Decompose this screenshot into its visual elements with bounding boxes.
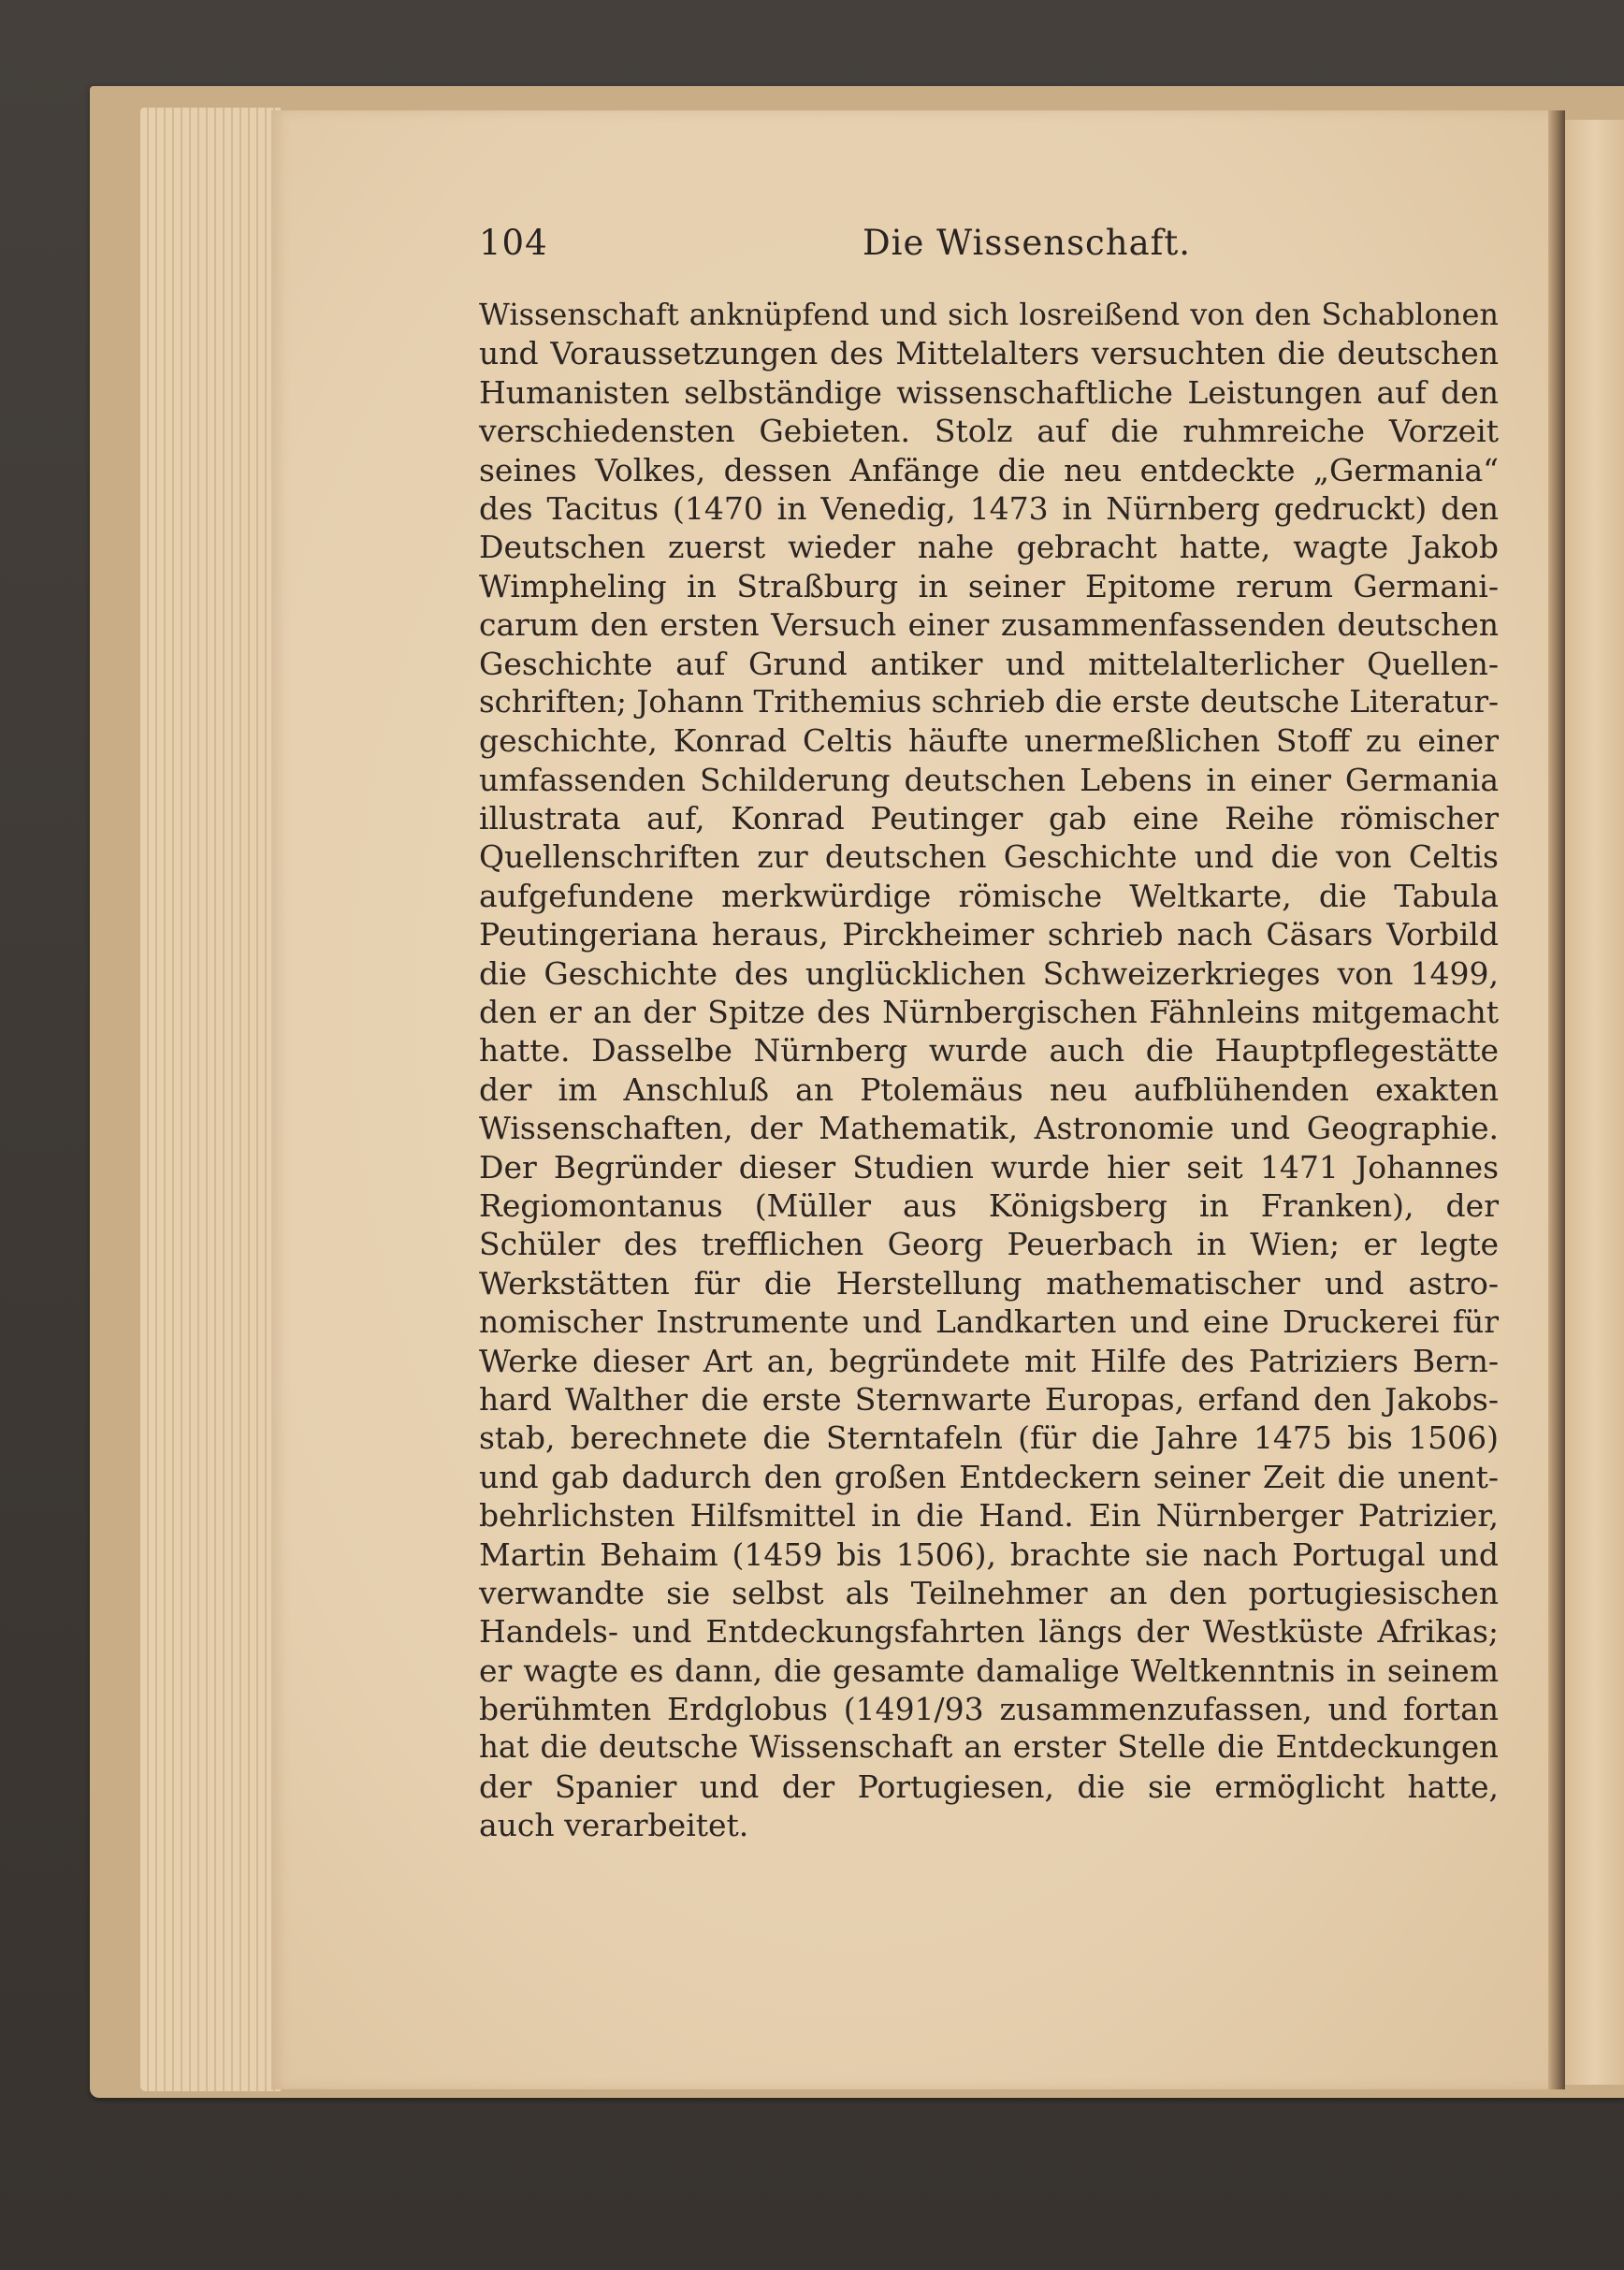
page-edges (140, 108, 281, 2091)
page-header (479, 223, 1494, 279)
text-line: er wagte es dann, die gesamte damalige Weltkenntnis in seinem (479, 1652, 1499, 1689)
text-line: hat die deutsche Wissenschaft an erster Stelle die Entdeckungen (479, 1729, 1499, 1766)
text-line: Geschichte auf Grund antiker und mittelalterlicher Quellen- (479, 645, 1499, 682)
page-number: 104 (479, 223, 548, 263)
text-line: Wimpheling in Straßburg in seiner Epitome rerum Germani- (479, 567, 1499, 604)
running-head: Die Wissenschaft. (863, 223, 1191, 263)
text-line: berühmten Erdglobus (1491/93 zusammenzufassen, und fortan (479, 1691, 1499, 1728)
text-line: seines Volkes, dessen Anfänge die neu entdeckte „Germania“ (479, 451, 1499, 488)
text-line: verschiedensten Gebieten. Stolz auf die ruhmreiche Vorzeit (479, 413, 1499, 450)
facing-page-edge (1565, 120, 1624, 2085)
text-line: hatte. Dasselbe Nürnberg wurde auch die Hauptpflegestätte (479, 1032, 1499, 1070)
text-line: Wissenschaft anknüpfend und sich losreißend von den Schablonen (479, 297, 1499, 332)
text-line: auch verarbeitet. (479, 1807, 749, 1844)
text-line: der im Anschluß an Ptolemäus neu aufblühenden exakten (479, 1070, 1499, 1108)
body-text (479, 296, 1499, 1845)
text-line: Schüler des trefflichen Georg Peuerbach in Wien; er legte (479, 1226, 1499, 1263)
text-line: die Geschichte des unglücklichen Schweizerkrieges von 1499, (479, 954, 1499, 992)
text-line: und gab dadurch den großen Entdeckern seiner Zeit die unent- (479, 1458, 1499, 1495)
text-line: umfassenden Schilderung deutschen Lebens in einer Germania (479, 761, 1499, 798)
text-line: nomischer Instrumente und Landkarten und eine Druckerei für (479, 1303, 1499, 1341)
text-line: Wissenschaften, der Mathematik, Astronomie und Geographie. (479, 1110, 1499, 1147)
text-line: Regiomontanus (Müller aus Königsberg in Franken), der (479, 1186, 1499, 1224)
text-line: Martin Behaim (1459 bis 1506), brachte sie nach Portugal und (479, 1535, 1499, 1573)
text-line: stab, berechnete die Sterntafeln (für die Jahre 1475 bis 1506) (479, 1419, 1499, 1457)
book-gutter (1548, 110, 1565, 2089)
text-line: geschichte, Konrad Celtis häufte unermeßlichen Stoff zu einer (479, 722, 1499, 760)
text-line: aufgefundene merkwürdige römische Weltkarte, die Tabula (479, 877, 1499, 914)
text-line: Deutschen zuerst wieder nahe gebracht hatte, wagte Jakob (479, 529, 1499, 566)
text-line: verwandte sie selbst als Teilnehmer an den portugiesischen (479, 1574, 1499, 1611)
text-line: Quellenschriften zur deutschen Geschichte und die von Celtis (479, 838, 1499, 876)
text-line: und Voraussetzungen des Mittelalters versuchten die deutschen (479, 335, 1499, 372)
text-line: hard Walther die erste Sternwarte Europas, erfand den Jakobs- (479, 1380, 1499, 1418)
text-line: Handels- und Entdeckungsfahrten längs der Westküste Afrikas; (479, 1613, 1499, 1651)
text-line: behrlichsten Hilfsmittel in die Hand. Ein Nürnberger Patrizier, (479, 1497, 1499, 1535)
text-line: Peutingeriana heraus, Pirckheimer schrieb nach Cäsars Vorbild (479, 916, 1499, 953)
text-line: illustrata auf, Konrad Peutinger gab eine Reihe römischer (479, 800, 1499, 837)
text-line: der Spanier und der Portugiesen, die sie ermöglicht hatte, (479, 1768, 1499, 1805)
text-line: schriften; Johann Trithemius schrieb die erste deutsche Literatur- (479, 683, 1499, 720)
text-line: carum den ersten Versuch einer zusammenfassenden deutschen (479, 606, 1499, 644)
text-line: des Tacitus (1470 in Venedig, 1473 in Nürnberg gedruckt) den (479, 489, 1499, 527)
text-line: den er an der Spitze des Nürnbergischen Fähnleins mitgemacht (479, 994, 1499, 1031)
text-line: Humanisten selbständige wissenschaftliche Leistungen auf den (479, 373, 1499, 411)
text-line: Werke dieser Art an, begründete mit Hilfe des Patriziers Bern- (479, 1342, 1499, 1379)
text-line: Der Begründer dieser Studien wurde hier seit 1471 Johannes (479, 1148, 1499, 1186)
text-line: Werkstätten für die Herstellung mathematischer und astro- (479, 1264, 1499, 1302)
